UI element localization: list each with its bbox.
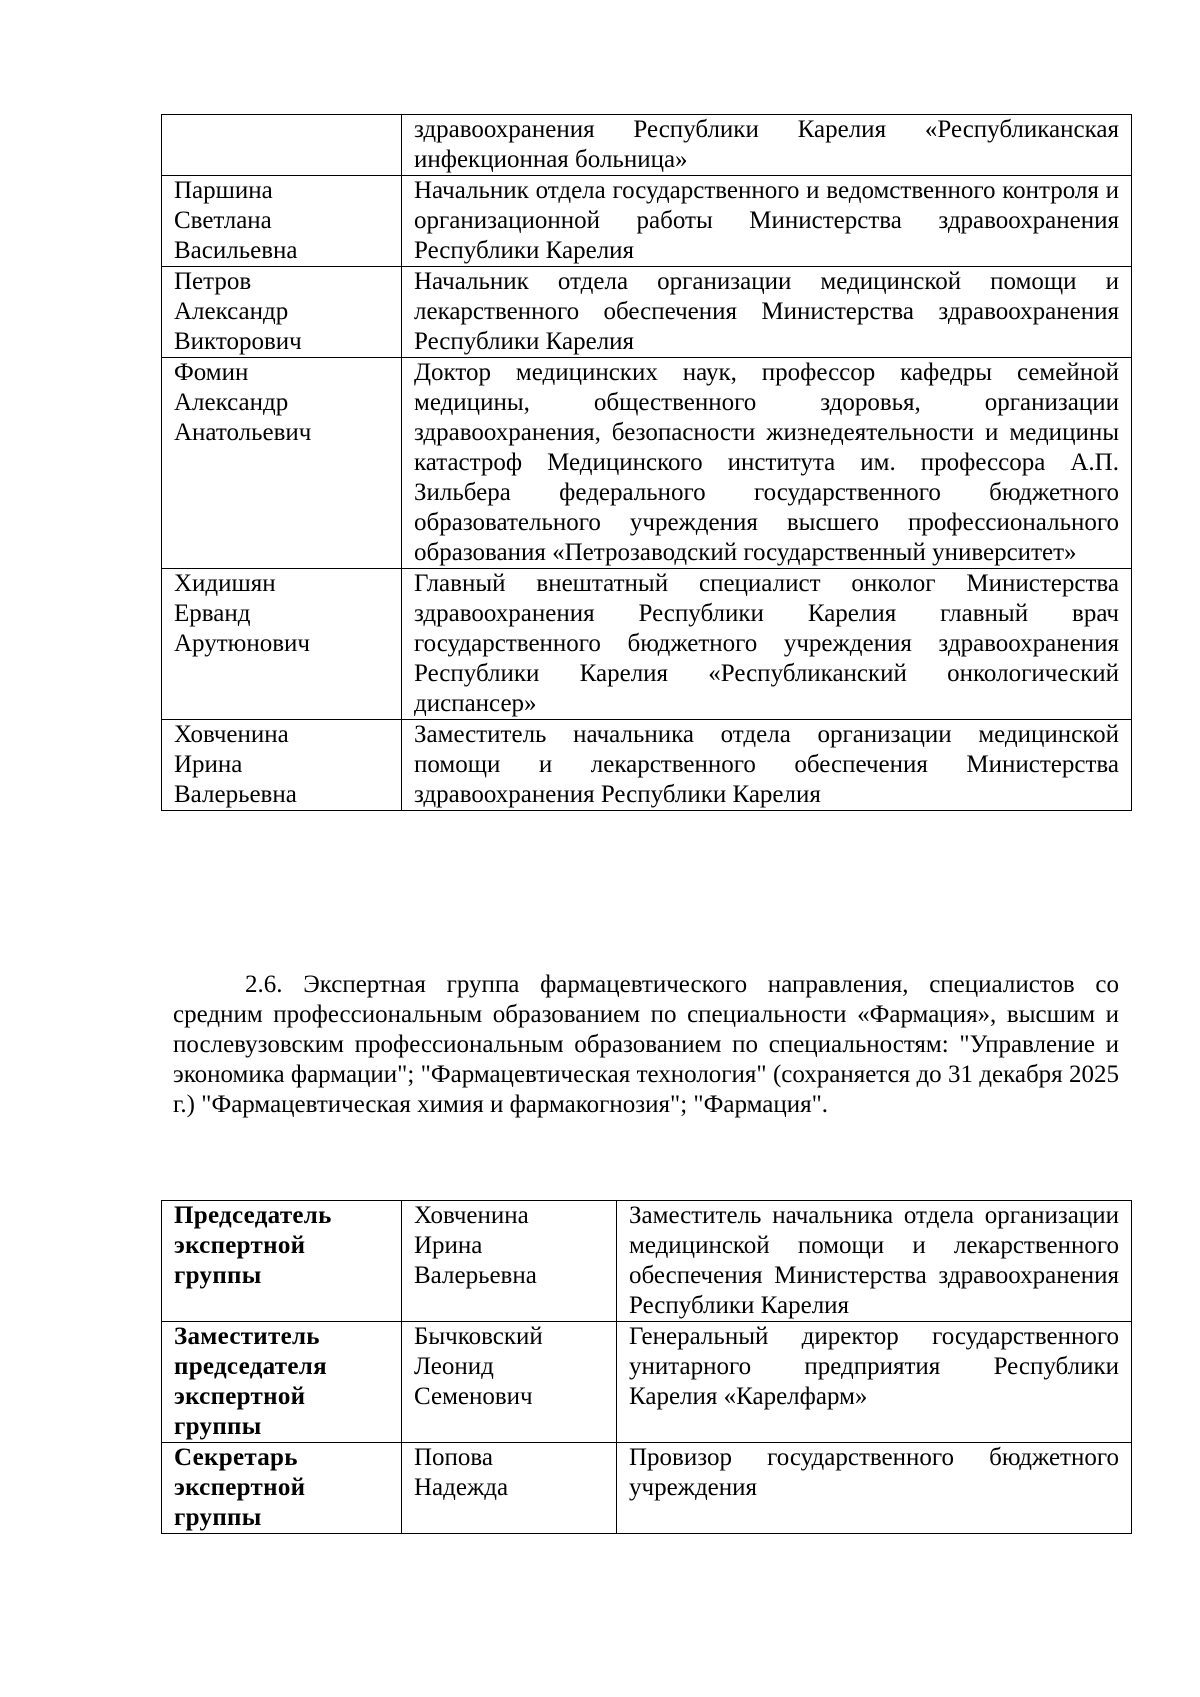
name-line: Фомин [174, 359, 249, 386]
member-name [162, 176, 402, 267]
member-name [402, 1201, 617, 1322]
role-line: председателя [174, 1353, 327, 1380]
name-line: Семенович [414, 1383, 533, 1410]
members-table-continued [161, 114, 1132, 811]
member-position: Заместитель начальника отдела организации медицинской помощи и лекарственного обеспечения Министерства здравоохранения Республики Карелия [617, 1201, 1132, 1322]
member-position: Главный внештатный специалист онколог Министерства здравоохранения Республики Карелия главный врач государственного бюджетного учреждения здравоохранения Республики Карелия «Республиканский онкологический диспансер» [402, 569, 1132, 720]
member-position: Заместитель начальника отдела организации медицинской помощи и лекарственного обеспечения Министерства здравоохранения Республики Карелия [402, 720, 1132, 811]
role-line: Секретарь [174, 1444, 298, 1471]
member-name [402, 1322, 617, 1443]
role-line: группы [174, 1413, 262, 1440]
group-role [162, 1322, 402, 1443]
name-line: Бычковский [414, 1323, 543, 1350]
role-line: Председатель [174, 1202, 332, 1229]
table-row [162, 1322, 1132, 1443]
member-name [402, 1443, 617, 1534]
name-line: Паршина [174, 177, 273, 204]
role-line: экспертной [174, 1474, 306, 1501]
member-position: Начальник отдела государственного и ведомственного контроля и организационной работы Министерства здравоохранения Республики Карелия [402, 176, 1132, 267]
member-position: Провизор государственного бюджетного учреждения [617, 1443, 1132, 1534]
member-name [162, 267, 402, 358]
role-line: экспертной [174, 1383, 306, 1410]
member-name [162, 358, 402, 569]
name-line: Надежда [414, 1474, 509, 1501]
group-role [162, 1201, 402, 1322]
table-row [162, 358, 1132, 569]
name-line: Васильевна [174, 237, 298, 264]
role-line: Заместитель [174, 1323, 320, 1350]
member-position: здравоохранения Республики Карелия «Республиканская инфекционная больница» [402, 115, 1132, 176]
table-row [162, 115, 1132, 176]
table-row [162, 176, 1132, 267]
table-row [162, 267, 1132, 358]
table-row [162, 569, 1132, 720]
pharmacy-expert-group-table [161, 1200, 1132, 1534]
member-name [162, 569, 402, 720]
member-position: Начальник отдела организации медицинской помощи и лекарственного обеспечения Министерства здравоохранения Республики Карелия [402, 267, 1132, 358]
name-line: Валерьевна [174, 781, 297, 808]
role-line: экспертной [174, 1232, 306, 1259]
name-line: Петров [174, 268, 252, 295]
name-line: Ерванд [174, 600, 251, 627]
name-line: Ховченина [414, 1202, 529, 1229]
name-line: Арутюнович [174, 630, 310, 657]
name-line: Ирина [414, 1232, 483, 1259]
name-line: Валерьевна [414, 1262, 537, 1289]
table-row [162, 720, 1132, 811]
name-line: Александр [174, 389, 289, 416]
member-position: Генеральный директор государственного унитарного предприятия Республики Карелия «Карелфарм» [617, 1322, 1132, 1443]
member-name [162, 720, 402, 811]
name-line: Попова [414, 1444, 494, 1471]
table-row [162, 1201, 1132, 1322]
name-line: Викторович [174, 328, 302, 355]
name-line: Леонид [414, 1353, 494, 1380]
name-line: Ховченина [174, 721, 289, 748]
name-line: Светлана [174, 207, 272, 234]
member-name [162, 115, 402, 176]
role-line: группы [174, 1262, 262, 1289]
name-line: Хидишян [174, 570, 276, 597]
section-paragraph: 2.6. Экспертная группа фармацевтического направления, специалистов со средним профессиональным образованием по специальности «Фармация», высшим и послевузовским профессиональным образованием по специальностям: "Управление и экономика фармации"; "Фармацевтическая технология" (сохраняется до 31 декабря 2025 г.) "Фармацевтическая химия и фармакогнозия"; "Фармация". [173, 971, 1119, 1118]
role-line: группы [174, 1504, 262, 1531]
member-position: Доктор медицинских наук, профессор кафедры семейной медицины, общественного здоровья, организации здравоохранения, безопасности жизнедеятельности и медицины катастроф Медицинского института им. профессора А.П. Зильбера федерального государственного бюджетного образовательного учреждения высшего профессионального образования «Петрозаводский государственный университет» [402, 358, 1132, 569]
name-line: Александр [174, 298, 289, 325]
table-row [162, 1443, 1132, 1534]
name-line: Ирина [174, 751, 243, 778]
group-role [162, 1443, 402, 1534]
name-line: Анатольевич [174, 419, 312, 446]
